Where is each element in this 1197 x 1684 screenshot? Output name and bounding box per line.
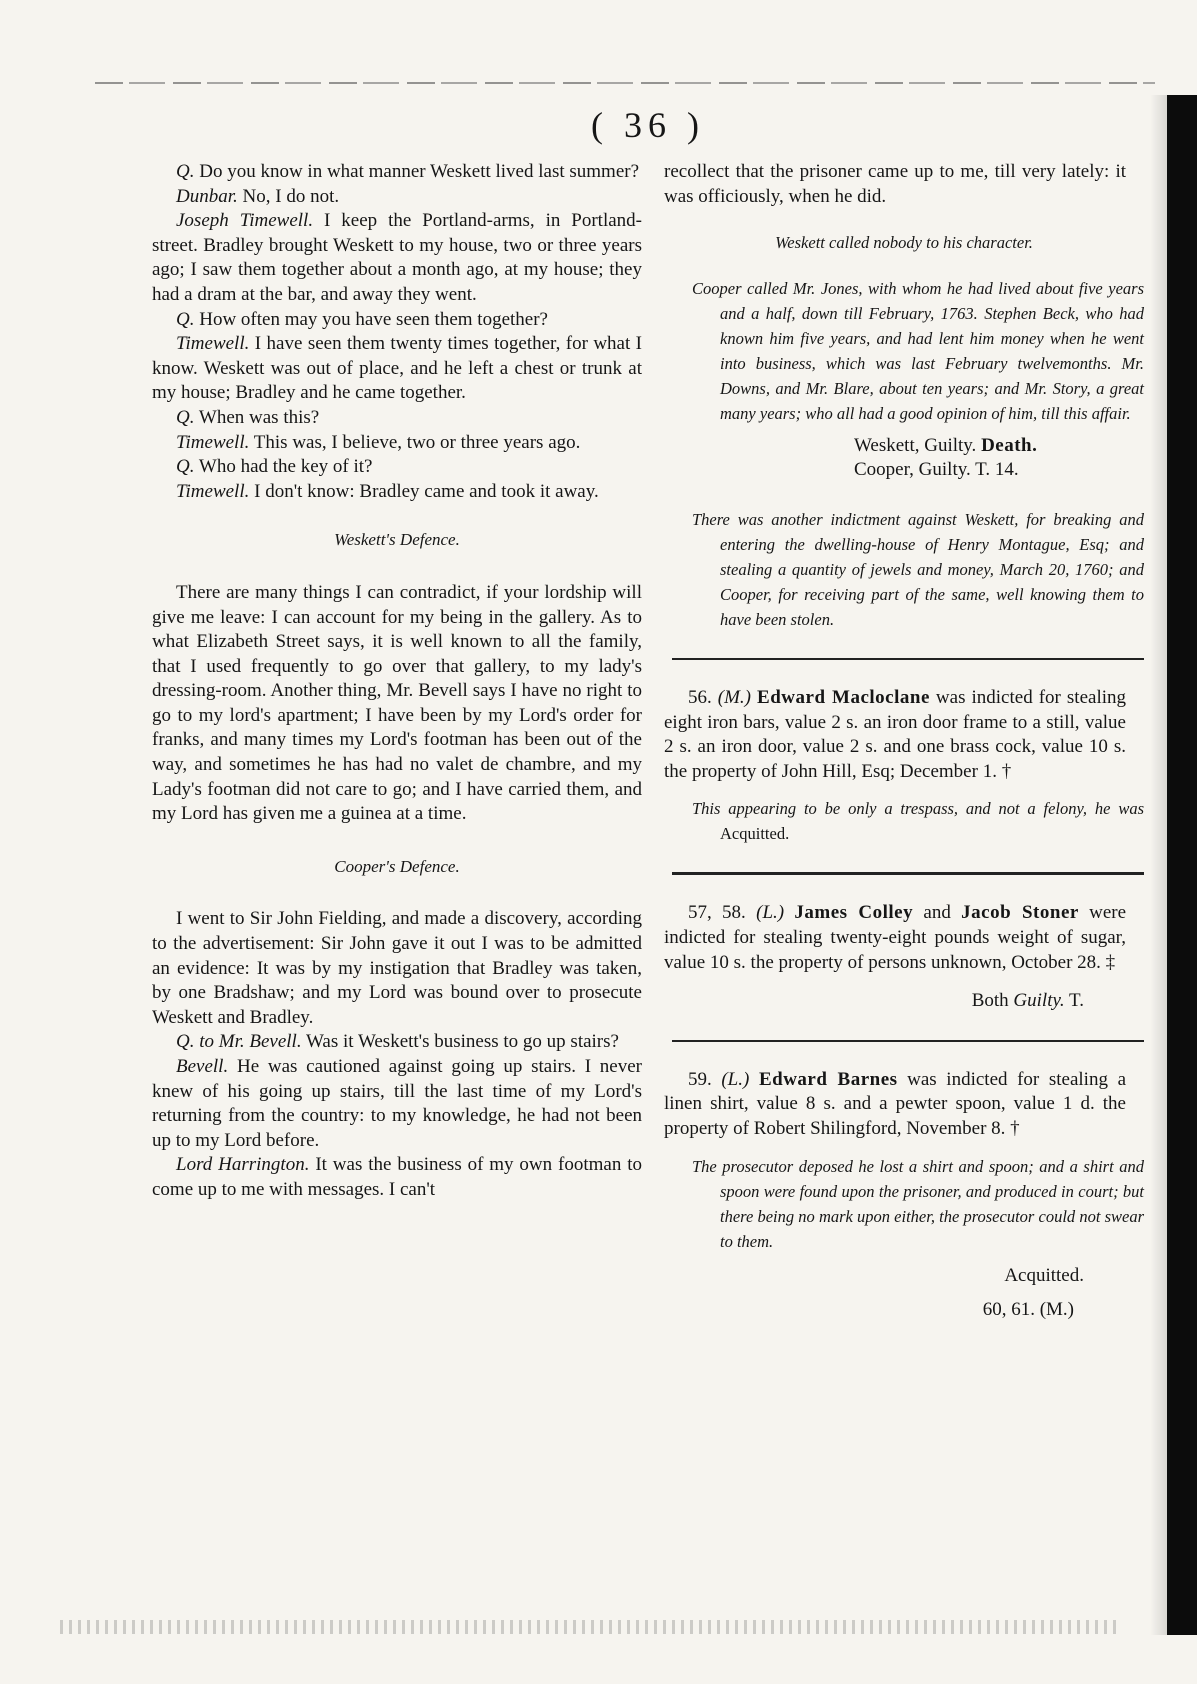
testimony-text: I keep the Portland-arms, in Portland-street. Bradley brought Weskett to my house, two or three years ago; I saw them together about a month ago, at my house; they had a dram at the bar, and away they went. bbox=[152, 210, 642, 305]
case-57-verdict bbox=[664, 989, 1144, 1014]
cooper-defence-text: I went to Sir John Fielding, and made a discovery, according to the advertisement: Sir John gave it out I was to be admitted an evidence: It was by my instigation that Bradley was taken, by one Bradshaw; and my Lord was bound over to prosecute Weskett and Bradley. bbox=[152, 908, 642, 1028]
case-text: was indicted for stealing eight iron bars, value 2 s. an iron door frame to a still, value 2 s. an iron door, value 2 s. and one brass cock, value 10 s. the property of John Hill, Esq; December 1. † bbox=[664, 686, 1126, 782]
right-column bbox=[664, 160, 1144, 1323]
question-text: Who had the key of it? bbox=[198, 456, 373, 478]
book-spine-edge bbox=[1167, 95, 1197, 1635]
answer-text: It was the business of my own footman to come up to me with messages. I can't bbox=[152, 1154, 642, 1200]
character-note-heading: Weskett called nobody to his character. bbox=[775, 233, 1033, 253]
cooper-defence-heading: Cooper's Defence. bbox=[334, 856, 460, 876]
defendant-name: Jacob Stoner bbox=[961, 902, 1079, 924]
court-marker: (M.) bbox=[717, 686, 752, 708]
question-text: Do you know in what manner Weskett lived last summer? bbox=[199, 161, 640, 182]
question-paragraph bbox=[152, 455, 642, 480]
sentence: T. 14. bbox=[975, 459, 1019, 481]
note-text: This appearing to be only a trespass, and not a felony, he was bbox=[692, 799, 1144, 819]
speaker-name: Timewell. bbox=[176, 480, 250, 502]
bottom-scan-noise bbox=[60, 1620, 1120, 1634]
question-paragraph bbox=[152, 406, 642, 431]
defendant-name: James Colley bbox=[794, 902, 914, 924]
section-divider bbox=[672, 658, 1144, 660]
question-paragraph bbox=[152, 1030, 642, 1055]
answer-paragraph bbox=[152, 480, 642, 505]
speaker-name: Timewell. bbox=[176, 431, 250, 453]
question-marker: Q. bbox=[176, 161, 195, 182]
top-border-rule bbox=[95, 82, 1155, 84]
verdict: Acquitted. bbox=[720, 824, 790, 844]
speaker-name: Dunbar. bbox=[176, 185, 238, 207]
speaker-name: Lord Harrington. bbox=[176, 1154, 310, 1176]
answer-text: I have seen them twenty times together, for what I know. Weskett was out of place, and he left a chest or trunk at my house; Bradley and he came together. bbox=[152, 333, 642, 404]
case-57-58-entry bbox=[664, 901, 1144, 975]
question-marker: Q. bbox=[176, 406, 195, 428]
section-divider bbox=[672, 1040, 1144, 1042]
verdict-block bbox=[854, 434, 1144, 483]
question-paragraph bbox=[152, 160, 642, 185]
answer-text: He was cautioned against going up stairs. I never knew of his going up stairs, till the last time of my Lord's returning from the country: to my knowledge, he had not been up to my Lord before. bbox=[152, 1056, 642, 1151]
case-text: were indicted for stealing twenty-eight pounds weight of sugar, value 10 s. the property of persons unknown, October 28. ‡ bbox=[664, 902, 1127, 973]
verdict-line-cooper bbox=[854, 458, 1144, 483]
other-indictment-note: There was another indictment against Weskett, for breaking and entering the dwelling-house of Henry Montague, Esq; and stealing a quantity of jewels and money, March 20, 1760; and Cooper, for receiving part of the same, well knowing them to have been stolen. bbox=[692, 509, 1144, 629]
court-marker: (L.) bbox=[756, 902, 785, 924]
answer-paragraph bbox=[152, 332, 642, 406]
character-witness-note: Cooper called Mr. Jones, with whom he had lived about five years and a half, down till February, 1763. Stephen Beck, who had known him five years, and had lent him money when he went into business, which was last February twelvemonths. Mr. Downs, and Mr. Blare, about ten years; and Mr. Story, a great many years; who all had a good opinion of him, till this affair. bbox=[692, 278, 1144, 423]
case-number: 59. bbox=[688, 1068, 712, 1090]
case-59-verdict: Acquitted. bbox=[1004, 1264, 1084, 1286]
question-marker: Q. bbox=[176, 456, 195, 478]
case-number: 57, 58. bbox=[688, 902, 746, 924]
answer-paragraph bbox=[152, 1153, 642, 1202]
speaker-name: Bevell. bbox=[176, 1056, 229, 1077]
answer-text: I don't know: Bradley came and took it away. bbox=[254, 480, 599, 502]
question-text: Was it Weskett's business to go up stairs? bbox=[306, 1031, 619, 1053]
answer-paragraph bbox=[152, 1055, 642, 1153]
defendant-verdict: Weskett, Guilty. bbox=[854, 434, 977, 456]
defendant-name: Edward Macloclane bbox=[757, 686, 930, 708]
answer-paragraph bbox=[152, 431, 642, 456]
case-56-note bbox=[692, 796, 1144, 846]
left-column bbox=[152, 160, 642, 1203]
case-56-entry bbox=[664, 686, 1144, 784]
page-number: ( 36 ) bbox=[591, 105, 705, 145]
sentence: T. bbox=[1069, 990, 1084, 1012]
speaker-name: Timewell. bbox=[176, 333, 250, 355]
answer-text: No, I do not. bbox=[242, 185, 340, 207]
question-text: How often may you have seen them together? bbox=[199, 308, 548, 330]
conjunction: and bbox=[923, 902, 951, 924]
weskett-defence-text: There are many things I can contradict, if your lordship will give me leave: I can account for my being in the gallery. As to what Elizabeth Street says, it is well known to all the family, that I used frequently to go over that gallery, to my lady's dressing-room. Another thing, Mr. Bevell says I have no right to go to my lord's apartment; I have been by my Lord's order for franks, and many times my Lord's footman has been out of the way, and sometimes he has had no valet de chambre, and my Lady's footman did not care to go; and I have carried them, and my Lord has given me a guinea at a time. bbox=[152, 581, 642, 825]
question-marker: Q. to Mr. Bevell. bbox=[176, 1031, 302, 1053]
verdict-prefix: Both bbox=[971, 990, 1009, 1012]
catchword: 60, 61. (M.) bbox=[982, 1299, 1074, 1321]
section-divider bbox=[672, 872, 1144, 875]
defendant-name: Edward Barnes bbox=[758, 1068, 898, 1090]
weskett-defence-heading: Weskett's Defence. bbox=[334, 530, 460, 550]
sentence: Death. bbox=[981, 434, 1038, 456]
case-59-entry bbox=[664, 1068, 1144, 1142]
court-marker: (L.) bbox=[721, 1068, 750, 1090]
defendant-verdict: Cooper, Guilty. bbox=[854, 459, 971, 481]
verdict-line-weskett bbox=[854, 434, 1144, 459]
verdict: Guilty. bbox=[1013, 990, 1065, 1012]
question-paragraph bbox=[152, 308, 642, 333]
answer-paragraph bbox=[152, 185, 642, 210]
continued-testimony: recollect that the prisoner came up to me, till very lately: it was officiously, when he did. bbox=[664, 161, 1126, 207]
question-text: When was this? bbox=[198, 406, 320, 428]
binding-shadow bbox=[1150, 95, 1167, 1635]
testimony-paragraph bbox=[152, 209, 642, 307]
question-marker: Q. bbox=[176, 308, 195, 330]
case-number: 56. bbox=[688, 686, 712, 708]
answer-text: This was, I believe, two or three years ago. bbox=[253, 431, 581, 453]
speaker-name: Joseph Timewell. bbox=[176, 210, 314, 232]
case-59-note: The prosecutor deposed he lost a shirt and spoon; and a shirt and spoon were found upon the prisoner, and produced in court; but there being no mark upon either, the prosecutor could not swear to them. bbox=[692, 1156, 1144, 1251]
case-text: was indicted for stealing a linen shirt, value 8 s. and a pewter spoon, value 1 d. the property of Robert Shilingford, November 8. † bbox=[664, 1068, 1127, 1139]
